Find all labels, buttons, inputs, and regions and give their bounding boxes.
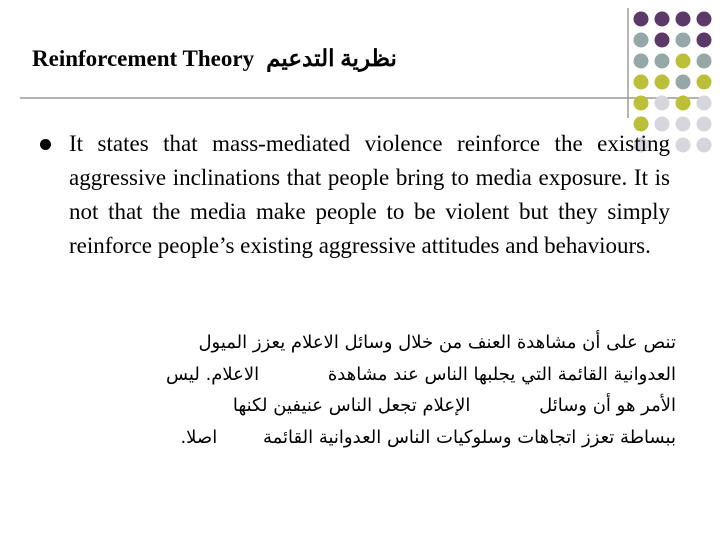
decorative-dot <box>676 138 691 153</box>
decorative-dot <box>676 75 691 90</box>
decorative-dot <box>697 54 712 69</box>
decorative-dot <box>655 96 670 111</box>
arabic-line-4: ببساطة تعزز اتجاهات وسلوكيات الناس العدوانية القائمة اصلا. <box>180 426 676 448</box>
arabic-line-1: تنص على أن مشاهدة العنف من خلال وسائل الاعلام يعزز الميول <box>198 332 676 353</box>
decorative-dot <box>676 12 691 27</box>
decorative-dot <box>697 138 712 153</box>
slide-title <box>32 46 397 72</box>
decorative-dot <box>634 12 649 27</box>
decorative-dot <box>697 96 712 111</box>
decorative-dot <box>634 96 649 111</box>
bullet-text: It states that mass-mediated violence reinforce the existing aggressive inclinations that people bring to media exposure. It is not that the media make people to be violent but they simply reinforce people’s existing aggressive attitudes and behaviours. <box>69 131 670 258</box>
title-arabic: نظرية التدعيم <box>266 46 397 71</box>
decorative-dot <box>697 33 712 48</box>
decorative-dot <box>634 75 649 90</box>
decorative-dot <box>676 54 691 69</box>
decorative-dot <box>655 33 670 48</box>
decorative-dot <box>676 33 691 48</box>
decorative-dot <box>634 54 649 69</box>
decorative-dot <box>634 33 649 48</box>
decorative-dot <box>676 96 691 111</box>
bullet-icon <box>40 139 51 150</box>
decorative-dot <box>676 117 691 132</box>
arabic-paragraph <box>46 327 676 453</box>
decorative-dot <box>697 12 712 27</box>
title-english: Reinforcement Theory <box>32 46 255 71</box>
decorative-dot <box>655 75 670 90</box>
decorative-dot <box>697 75 712 90</box>
decorative-dot <box>697 117 712 132</box>
arabic-line-3: الأمر هو أن وسائل الإعلام تجعل الناس عنيفين لكنها <box>232 395 676 416</box>
decorative-dot <box>655 12 670 27</box>
arabic-line-2: العدوانية القائمة التي يجلبها الناس عند مشاهدة الاعلام. ليس <box>165 363 676 385</box>
decorative-dot <box>655 54 670 69</box>
